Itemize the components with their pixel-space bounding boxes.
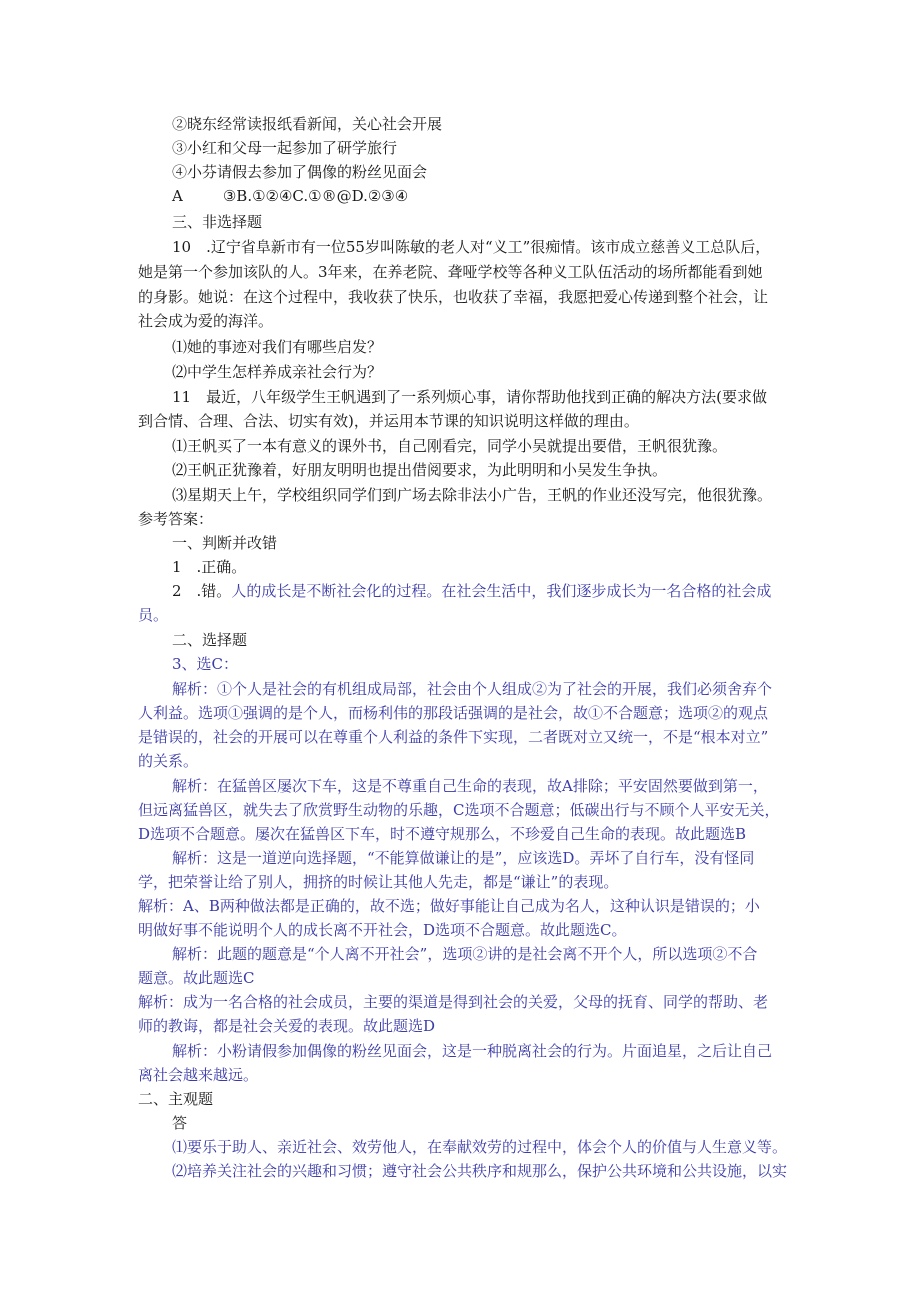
q11-sub-2: ⑵王帆正犹豫着，好朋友明明也提出借阅要求，为此明明和小吴发生争执。 bbox=[172, 461, 668, 479]
explanation-3-line-2: 学，把荣誉让给了别人，拥挤的时候让其他人先走，都是“谦让”的表现。 bbox=[138, 873, 619, 891]
answers-section-3-title: 二、主观题 bbox=[138, 1090, 214, 1108]
q10-line-1: 10 .辽宁省阜新市有一位55岁叫陈敏的老人对“义工”很痴情。该市成立慈善义工总队后， bbox=[172, 238, 771, 256]
answers-title: 参考答案： bbox=[138, 510, 214, 528]
answer-3: 3、选C： bbox=[172, 655, 239, 673]
q9-choice-rest: ③B.①②④C.①®@D.②③④ bbox=[222, 187, 409, 205]
answer-sub-2: ⑵培养关注社会的兴趣和习惯；遵守社会公共秩序和规那么，保护公共环境和公共设施，以实 bbox=[172, 1162, 788, 1180]
explanation-2-line-3: D选项不合题意。屡次在猛兽区下车，时不遵守规那么，不珍爱自己生命的表现。故此题选B bbox=[138, 825, 747, 843]
explanation-4-line-2: 明做好事不能说明个人的成长离不开社会，D选项不合题意。故此题选C。 bbox=[138, 921, 627, 939]
q10-line-3: 的身影。她说：在这个过程中，我收获了快乐，也收获了幸福，我愿把爱心传递到整个社会，让 bbox=[138, 288, 769, 306]
q10-line-2: 她是第一个参加该队的人。3年来，在养老院、聋哑学校等各种义工队伍活动的场所都能看到她 bbox=[138, 263, 763, 281]
q9-option-3: ③小红和父母一起参加了研学旅行 bbox=[172, 139, 398, 157]
explanation-6-line-1: 解析：成为一名合格的社会成员，主要的渠道是得到社会的关爱，父母的抚育、同学的帮助、老 bbox=[138, 993, 769, 1011]
explanation-7-line-1: 解析：小粉请假参加偶像的粉丝见面会，这是一种脱离社会的行为。片面追星，之后让自己 bbox=[172, 1042, 773, 1060]
explanation-4-line-1: 解析：A、B两种做法都是正确的，故不选；做好事能让自己成为名人，这种认识是错误的；小 bbox=[138, 897, 760, 915]
q11-line-2: 到合情、合理、合法、切实有效)，并运用本节课的知识说明这样做的理由。 bbox=[138, 412, 639, 430]
explanation-6-line-2: 师的教诲，都是社会关爱的表现。故此题选D bbox=[138, 1017, 436, 1035]
answer-2 bbox=[172, 581, 771, 601]
explanation-1-line-3: 是错误的，社会的开展可以在尊重个人利益的条件下实现，二者既对立又统一，不是“根本对立” bbox=[138, 728, 769, 746]
q11-sub-1: ⑴王帆买了一本有意义的课外书，自己刚看完，同学小吴就提出要借，王帆很犹豫。 bbox=[172, 437, 728, 455]
answer-2-prefix: 2 .错。 bbox=[172, 582, 232, 600]
q9-choice-a: A bbox=[172, 187, 183, 205]
answer-label: 答 bbox=[172, 1114, 188, 1132]
q10-sub-1: ⑴她的事迹对我们有哪些启发？ bbox=[172, 338, 383, 356]
q11-sub-3: ⑶星期天上午，学校组织同学们到广场去除非法小广告，王帆的作业还没写完，他很犹豫。 bbox=[172, 486, 773, 504]
answer-2-continued: 员。 bbox=[138, 606, 169, 624]
explanation-1-line-2: 人利益。选项①强调的是个人，而杨利伟的那段话强调的是社会，故①不合题意；选项②的观点 bbox=[138, 704, 769, 722]
explanation-2-line-2: 但远离猛兽区，就失去了欣赏野生动物的乐趣，C选项不合题意；低碳出行与不顾个人平安无关， bbox=[138, 801, 780, 819]
q9-option-4: ④小芬请假去参加了偶像的粉丝见面会 bbox=[172, 163, 428, 181]
section-3-title: 三、非选择题 bbox=[172, 213, 263, 231]
explanation-5-line-1: 解析：此题的题意是“个人离不开社会”，选项②讲的是社会离不开个人，所以选项②不合 bbox=[172, 945, 758, 963]
q11-line-1: 11 最近，八年级学生王帆遇到了一系列烦心事，请你帮助他找到正确的解决方法(要求做 bbox=[172, 388, 767, 406]
answer-sub-1: ⑴要乐于助人、亲近社会、效劳他人，在奉献效劳的过程中，体会个人的价值与人生意义等。 bbox=[172, 1138, 788, 1156]
q10-line-4: 社会成为爱的海洋。 bbox=[138, 312, 274, 330]
explanation-3-line-1: 解析：这是一道逆向选择题，“不能算做谦让的是”，应该选D。弄坏了自行车，没有怪同 bbox=[172, 849, 755, 867]
explanation-1-line-1: 解析：①个人是社会的有机组成局部，社会由个人组成②为了社会的开展，我们必须舍弃个 bbox=[172, 680, 773, 698]
q9-option-2: ②晓东经常读报纸看新闻，关心社会开展 bbox=[172, 115, 443, 133]
q10-sub-2: ⑵中学生怎样养成亲社会行为？ bbox=[172, 363, 383, 381]
answers-section-2-title: 二、选择题 bbox=[172, 631, 248, 649]
explanation-1-line-4: 的关系。 bbox=[138, 752, 199, 770]
explanation-7-line-2: 离社会越来越远。 bbox=[138, 1066, 259, 1084]
explanation-2-line-1: 解析：在猛兽区屡次下车，这是不尊重自己生命的表现，故A排除；平安固然要做到第一， bbox=[172, 777, 768, 795]
explanation-5-line-2: 题意。故此题选C bbox=[138, 969, 255, 987]
answers-section-1-title: 一、判断并改错 bbox=[172, 534, 278, 552]
q9-choices bbox=[172, 186, 408, 206]
answer-1: 1 .正确。 bbox=[172, 558, 247, 576]
answer-2-text: 人的成长是不断社会化的过程。在社会生活中，我们逐步成长为一名合格的社会成 bbox=[231, 582, 772, 600]
